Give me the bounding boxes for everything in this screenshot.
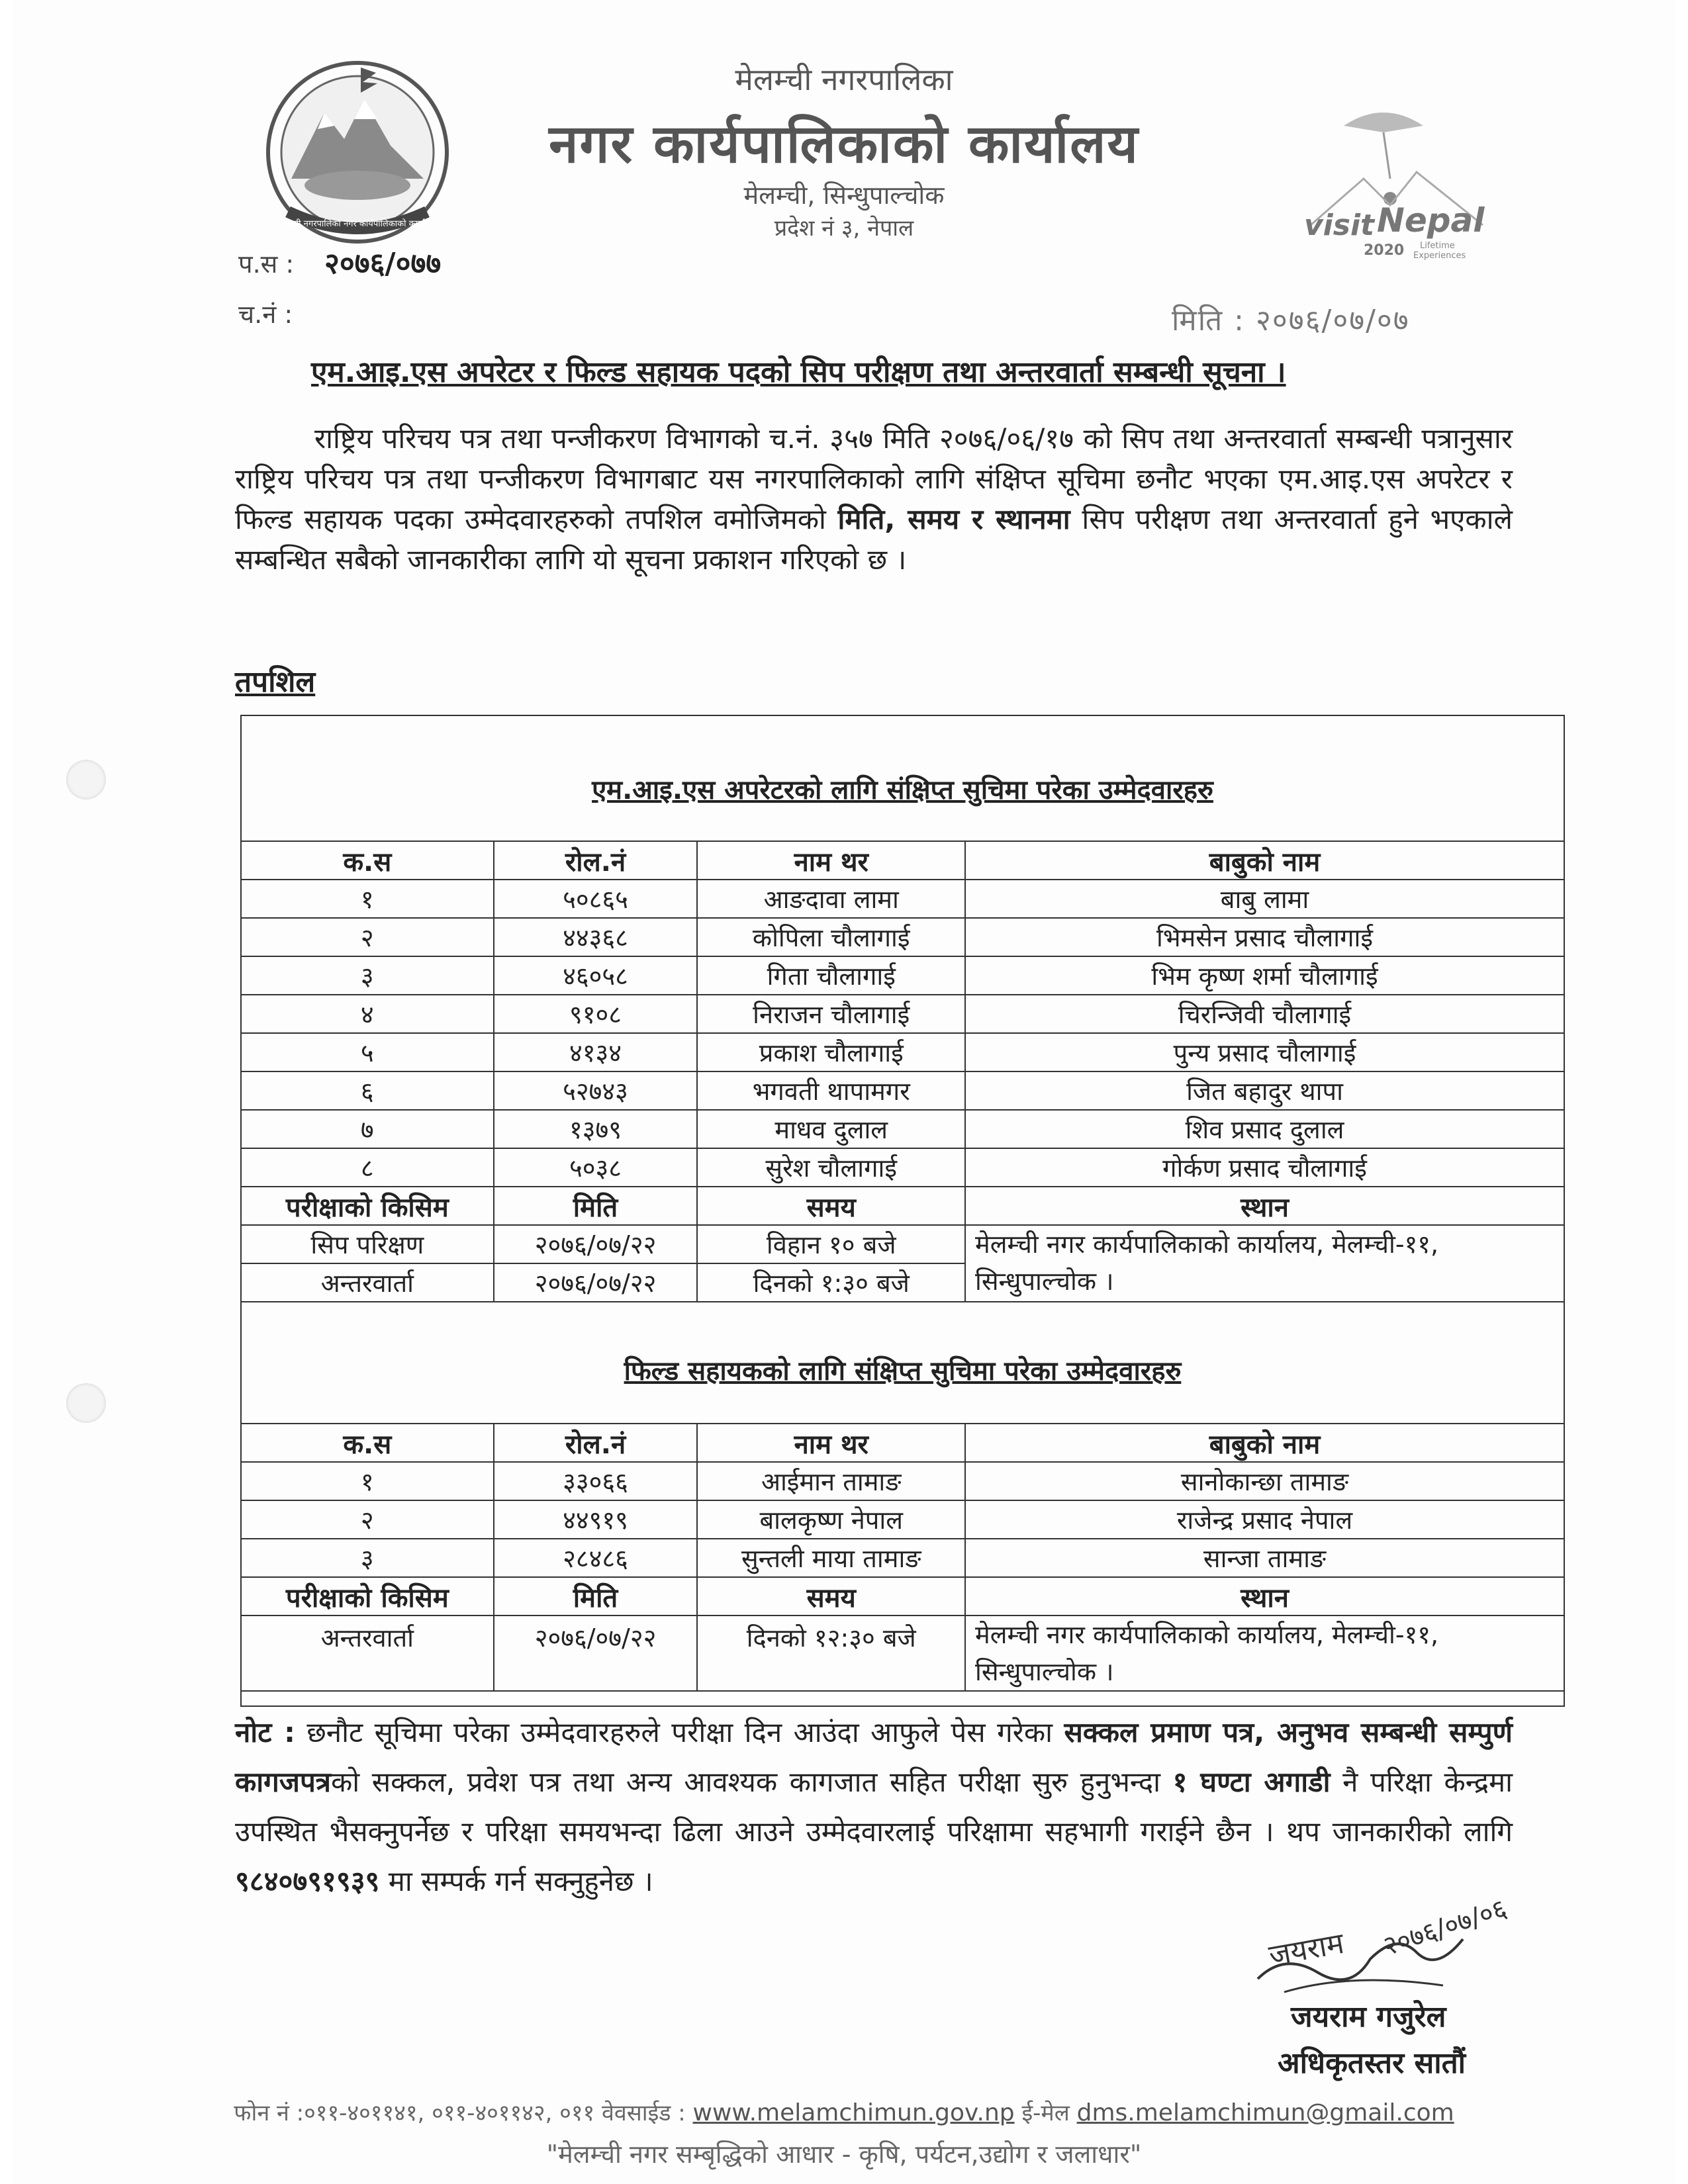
table-cell: ५०८६५	[494, 880, 698, 918]
col-header: क.स	[241, 841, 494, 880]
table-cell: गोर्कण प्रसाद चौलागाई	[965, 1148, 1564, 1187]
note-paragraph	[235, 1707, 1513, 1906]
handwritten-signature	[1244, 1893, 1523, 2005]
table-cell: ४४९१९	[494, 1500, 698, 1539]
body-paragraph	[235, 418, 1513, 580]
note-phone: ९८४०७९१९३९	[235, 1865, 380, 1897]
table-cell: अन्तरवार्ता	[241, 1263, 494, 1302]
table-cell: प्रकाश चौलागाई	[697, 1033, 965, 1071]
footer-contact	[0, 2097, 1688, 2127]
table-cell: भगवती थापामगर	[697, 1071, 965, 1110]
field-candidates-table	[240, 1423, 1565, 1692]
org-top-line: मेलम्ची नगरपालिका	[735, 62, 953, 97]
mis-table-title: एम.आइ.एस अपरेटरको लागि संक्षिप्त सुचिमा परेका उम्मेदवारहरु	[592, 775, 1213, 805]
table-cell: चिरन्जिवी चौलागाई	[965, 995, 1564, 1033]
table-cell: कोपिला चौलागाई	[697, 918, 965, 956]
exam-header-row	[241, 1187, 1564, 1225]
table-cell: निराजन चौलागाई	[697, 995, 965, 1033]
ref-label: प.स :	[238, 250, 295, 279]
table-cell: ४४३६८	[494, 918, 698, 956]
col-header: रोल.नं	[494, 1424, 698, 1462]
table-row	[241, 1148, 1564, 1187]
table-cell: सुरेश चौलागाई	[697, 1148, 965, 1187]
table-cell: सानोकान्छा तामाङ	[965, 1462, 1564, 1500]
footer-email-label: ई-मेल	[1021, 2100, 1070, 2126]
table-row	[241, 956, 1564, 995]
col-header: स्थान	[965, 1187, 1564, 1225]
table-header-row	[241, 841, 1564, 880]
note-bold: १ घण्टा अगाडी	[1172, 1766, 1331, 1798]
table-row	[241, 995, 1564, 1033]
col-header: मिति	[494, 1187, 698, 1225]
table-cell: १	[241, 1462, 494, 1500]
exam-row	[241, 1615, 1564, 1691]
field-table-title: फिल्ड सहायकको लागि संक्षिप्त सुचिमा परेका उम्मेदवारहरु	[624, 1356, 1182, 1387]
org-address: मेलम्ची, सिन्धुपाल्चोक	[743, 181, 945, 210]
table-cell: ४१३४	[494, 1033, 698, 1071]
col-header: क.स	[241, 1424, 494, 1462]
col-header: नाम थर	[697, 1424, 965, 1462]
note-text: को सक्कल, प्रवेश पत्र तथा अन्य आवश्यक कागजात सहित परीक्षा सुरु हुनुभन्दा	[330, 1766, 1173, 1798]
table-cell: बालकृष्ण नेपाल	[697, 1500, 965, 1539]
col-header: समय	[697, 1187, 965, 1225]
table-cell: २	[241, 918, 494, 956]
punch-hole-bottom	[66, 1383, 106, 1423]
table-cell: ८	[241, 1148, 494, 1187]
svg-text:Lifetime: Lifetime	[1420, 241, 1455, 251]
table-cell: ७	[241, 1110, 494, 1148]
notice-subject: एम.आइ.एस अपरेटर र फिल्ड सहायक पदको सिप परीक्षण तथा अन्तरवार्ता सम्बन्धी सूचना ।	[311, 355, 1286, 389]
table-cell: भिम कृष्ण शर्मा चौलागाई	[965, 956, 1564, 995]
table-cell: १	[241, 880, 494, 918]
svg-text:मेलम्ची नगरपालिका नगर कार्यपाल: मेलम्ची नगरपालिका नगर कार्यपालिकाको कार्यालय	[279, 219, 436, 229]
table-cell: पुन्य प्रसाद चौलागाई	[965, 1033, 1564, 1071]
org-main-title: नगर कार्यपालिकाको कार्यालय	[549, 113, 1139, 175]
note-text: छनौट सूचिमा परेका उम्मेदवारहरुले परीक्षा दिन आउंदा आफुले पेस गरेका	[295, 1716, 1064, 1749]
footer-phone: फोन नं :०११-४०११४१, ०११-४०११४२, ०११ वेवसाईड :	[234, 2100, 686, 2126]
table-cell: आङदावा लामा	[697, 880, 965, 918]
table-row	[241, 1500, 1564, 1539]
table-cell: सान्जा तामाङ	[965, 1539, 1564, 1577]
table-row	[241, 918, 1564, 956]
table-cell: ५	[241, 1033, 494, 1071]
table-row	[241, 1071, 1564, 1110]
table-cell: गिता चौलागाई	[697, 956, 965, 995]
table-cell: विहान १० बजे	[697, 1225, 965, 1263]
table-cell: २८४८६	[494, 1539, 698, 1577]
table-cell: ३	[241, 956, 494, 995]
table-cell: दिनको १:३० बजे	[697, 1263, 965, 1302]
table-cell: २	[241, 1500, 494, 1539]
table-cell: ९१०८	[494, 995, 698, 1033]
website-link[interactable]: www.melamchimun.gov.np	[692, 2099, 1015, 2126]
table-row	[241, 880, 1564, 918]
col-header: स्थान	[965, 1577, 1564, 1615]
body-text-1: राष्ट्रिय परिचय पत्र तथा पन्जीकरण विभागको च.नं. ३५७ मिति २०७६/०६/१७ को सिप तथा अन्तरवार्ता सम्बन्धी पत्रानुसार राष्ट्रिय परिचय पत्र तथा पन्जीकरण विभागबाट यस नगरपालिकाको लागि संक्षिप्त सूचिमा छनौट भएका एम.आइ.एस अपरेटर र फिल्ड सहायक पदका उम्मेदवारहरुको तपशिल वमोजिमको	[235, 422, 1513, 535]
issue-date: मिति : २०७६/०७/०७	[1172, 304, 1410, 338]
col-header: समय	[697, 1577, 965, 1615]
table-cell: ४	[241, 995, 494, 1033]
col-header: मिति	[494, 1577, 698, 1615]
table-cell: सुन्तली माया तामाङ	[697, 1539, 965, 1577]
table-cell: बाबु लामा	[965, 880, 1564, 918]
table-cell: २०७६/०७/२२	[494, 1615, 698, 1691]
table-cell: १३७९	[494, 1110, 698, 1148]
schedule-box	[240, 715, 1565, 1707]
footer-motto: "मेलम्ची नगर सम्बृद्धिको आधार - कृषि, पर्यटन,उद्योग र जलाधार"	[546, 2140, 1142, 2169]
schedule-heading: तपशिल	[235, 665, 316, 699]
table-header-row	[241, 1424, 1564, 1462]
col-header: परीक्षाको किसिम	[241, 1577, 494, 1615]
table-row	[241, 1462, 1564, 1500]
email-link[interactable]: dms.melamchimun@gmail.com	[1076, 2099, 1454, 2126]
signatory-title: अधिकृतस्तर सातौं	[1278, 2046, 1466, 2080]
svg-text:२०७६/०७/०६: २०७६/०७/०६	[1379, 1893, 1511, 1962]
exam-location: मेलम्ची नगर कार्यपालिकाको कार्यालय, मेलम्ची-११, सिन्धुपाल्चोक ।	[965, 1615, 1564, 1691]
svg-text:visit: visit	[1304, 208, 1375, 242]
col-header: बाबुको नाम	[965, 841, 1564, 880]
table-cell: दिनको १२:३० बजे	[697, 1615, 965, 1691]
table-row	[241, 1110, 1564, 1148]
table-cell: जित बहादुर थापा	[965, 1071, 1564, 1110]
table-cell: सिप परिक्षण	[241, 1225, 494, 1263]
exam-location: मेलम्ची नगर कार्यपालिकाको कार्यालय, मेलम्ची-११, सिन्धुपाल्चोक ।	[965, 1225, 1564, 1302]
table-cell: आईमान तामाङ	[697, 1462, 965, 1500]
table-cell: भिमसेन प्रसाद चौलागाई	[965, 918, 1564, 956]
org-province: प्रदेश नं ३, नेपाल	[774, 215, 914, 242]
note-text: नै परिक्षा केन्द्रमा उपस्थित भैसक्नुपर्नेछ र परिक्षा समयभन्दा ढिला आउने उम्मेदवारलाई परिक्षामा सहभागी गराईने छैन । थप जानकारीको लागि	[235, 1766, 1513, 1848]
table-cell: ६	[241, 1071, 494, 1110]
exam-header-row	[241, 1577, 1564, 1615]
table-cell: माधव दुलाल	[697, 1110, 965, 1148]
table-cell: राजेन्द्र प्रसाद नेपाल	[965, 1500, 1564, 1539]
table-cell: २०७६/०७/२२	[494, 1225, 698, 1263]
table-cell: ५०३८	[494, 1148, 698, 1187]
table-row	[241, 1033, 1564, 1071]
col-header: बाबुको नाम	[965, 1424, 1564, 1462]
table-cell: शिव प्रसाद दुलाल	[965, 1110, 1564, 1148]
table-cell: ३३०६६	[494, 1462, 698, 1500]
note-text: मा सम्पर्क गर्न सक्नुहुनेछ ।	[379, 1865, 653, 1897]
table-cell: ३	[241, 1539, 494, 1577]
body-bold: मिति, समय र स्थानमा	[837, 503, 1070, 535]
table-cell: ४६०५८	[494, 956, 698, 995]
ref-value: २०७६/०७७	[324, 247, 442, 281]
table-cell: ५२७४३	[494, 1071, 698, 1110]
col-header: रोल.नं	[494, 841, 698, 880]
table-cell: अन्तरवार्ता	[241, 1615, 494, 1691]
svg-text:Experiences: Experiences	[1413, 251, 1466, 261]
svg-text:जयराम: जयराम	[1266, 1926, 1347, 1973]
mis-candidates-table	[240, 841, 1565, 1302]
note-bold: सक्कल प्रमाण पत्र, अनुभव सम्बन्धी सम्पुर्ण कागजपत्र	[235, 1716, 1513, 1798]
dispatch-label: च.नं :	[238, 300, 293, 329]
note-label: नोट :	[235, 1716, 295, 1749]
table-row	[241, 1539, 1564, 1577]
col-header: नाम थर	[697, 841, 965, 880]
svg-text:Nepal: Nepal	[1377, 201, 1485, 240]
punch-hole-top	[66, 760, 106, 799]
col-header: परीक्षाको किसिम	[241, 1187, 494, 1225]
exam-row	[241, 1225, 1564, 1263]
body-text-2: सिप परीक्षण तथा अन्तरवार्ता हुने भएकाले सम्बन्धित सबैको जानकारीका लागि यो सूचना प्रकाशन गरिएको छ ।	[235, 503, 1513, 576]
table-cell: २०७६/०७/२२	[494, 1263, 698, 1302]
signatory-name: जयराम गजुरेल	[1291, 2000, 1446, 2034]
svg-text:2020: 2020	[1364, 242, 1405, 259]
